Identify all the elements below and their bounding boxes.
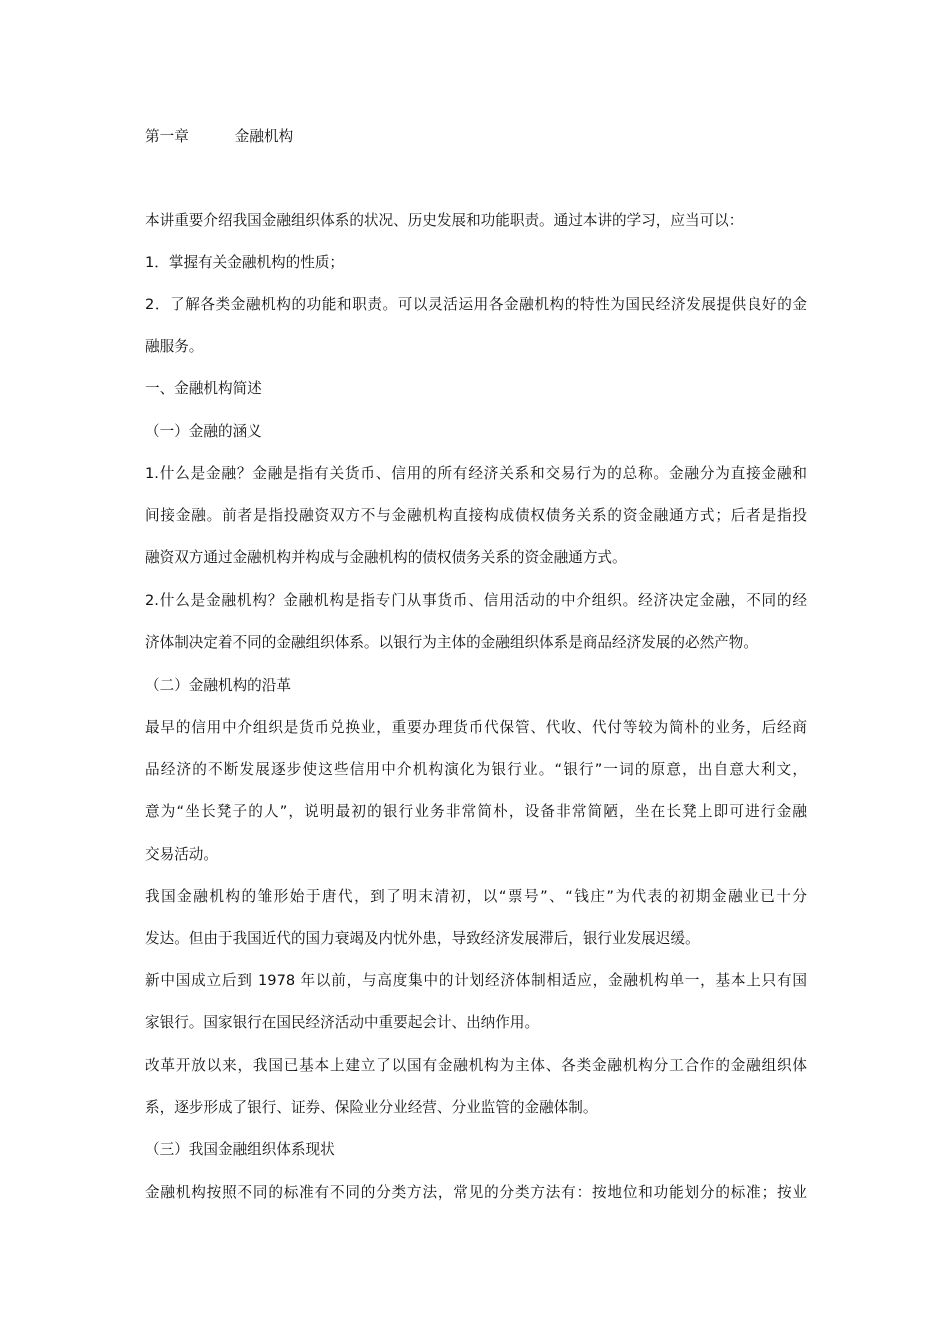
paragraph-line: 品经济的不断发展逐步使这些信用中介机构演化为银行业。“银行”一词的原意，出自意大利文， <box>145 761 807 778</box>
chapter-heading <box>145 127 807 147</box>
paragraph-line: 最早的信用中介组织是货币兑换业，重要办理货币代保管、代收、代付等较为简朴的业务，后经商 <box>145 719 807 736</box>
paragraph-line: 融服务。 <box>145 338 204 355</box>
paragraph-line: 1．掌握有关金融机构的性质； <box>145 254 345 271</box>
subsection-heading: （一）金融的涵义 <box>145 423 262 440</box>
paragraph-line: 本讲重要介绍我国金融组织体系的状况、历史发展和功能职责。通过本讲的学习，应当可以： <box>145 212 744 229</box>
paragraph-line: 意为“坐长凳子的人”，说明最初的银行业务非常简朴，设备非常简陋，坐在长凳上即可进行金融 <box>145 803 807 820</box>
paragraph-line: 我国金融机构的雏形始于唐代，到了明末清初，以“票号”、“钱庄”为代表的初期金融业已十分 <box>145 888 807 905</box>
paragraph-line: 系，逐步形成了银行、证券、保险业分业经营、分业监管的金融体制。 <box>145 1099 598 1116</box>
paragraph-line: 家银行。国家银行在国民经济活动中重要起会计、出纳作用。 <box>145 1014 540 1031</box>
paragraph-line: 改革开放以来，我国已基本上建立了以国有金融机构为主体、各类金融机构分工合作的金融组织体 <box>145 1057 807 1074</box>
paragraph-line: 1.什么是金融？金融是指有关货币、信用的所有经济关系和交易行为的总称。金融分为直接金融和 <box>145 465 807 482</box>
paragraph-line: 2.什么是金融机构？金融机构是指专门从事货币、信用活动的中介组织。经济决定金融，不同的经 <box>145 592 807 609</box>
chapter-title: 金融机构 <box>234 128 294 145</box>
paragraph-line: 交易活动。 <box>145 846 218 863</box>
subsection-heading: （二）金融机构的沿革 <box>145 677 291 694</box>
paragraph-line: 融资双方通过金融机构并构成与金融机构的债权债务关系的资金融通方式。 <box>145 549 627 566</box>
section-heading: 一、金融机构简述 <box>145 380 262 397</box>
paragraph-line: 金融机构按照不同的标准有不同的分类方法，常见的分类方法有：按地位和功能划分的标准；按业 <box>145 1184 807 1201</box>
paragraph-line: 间接金融。前者是指投融资双方不与金融机构直接构成债权债务关系的资金融通方式；后者是指投 <box>145 507 807 524</box>
subsection-heading: （三）我国金融组织体系现状 <box>145 1141 335 1158</box>
paragraph-line: 济体制决定着不同的金融组织体系。以银行为主体的金融组织体系是商品经济发展的必然产物。 <box>145 634 758 651</box>
paragraph-line: 新中国成立后到 1978 年以前，与高度集中的计划经济体制相适应，金融机构单一，基本上只有国 <box>145 972 807 989</box>
paragraph-line: 发达。但由于我国近代的国力衰竭及内忧外患，导致经济发展滞后，银行业发展迟缓。 <box>145 930 700 947</box>
chapter-number: 第一章 <box>145 128 189 145</box>
paragraph-line: 2．了解各类金融机构的功能和职责。可以灵活运用各金融机构的特性为国民经济发展提供良好的金 <box>145 296 807 313</box>
